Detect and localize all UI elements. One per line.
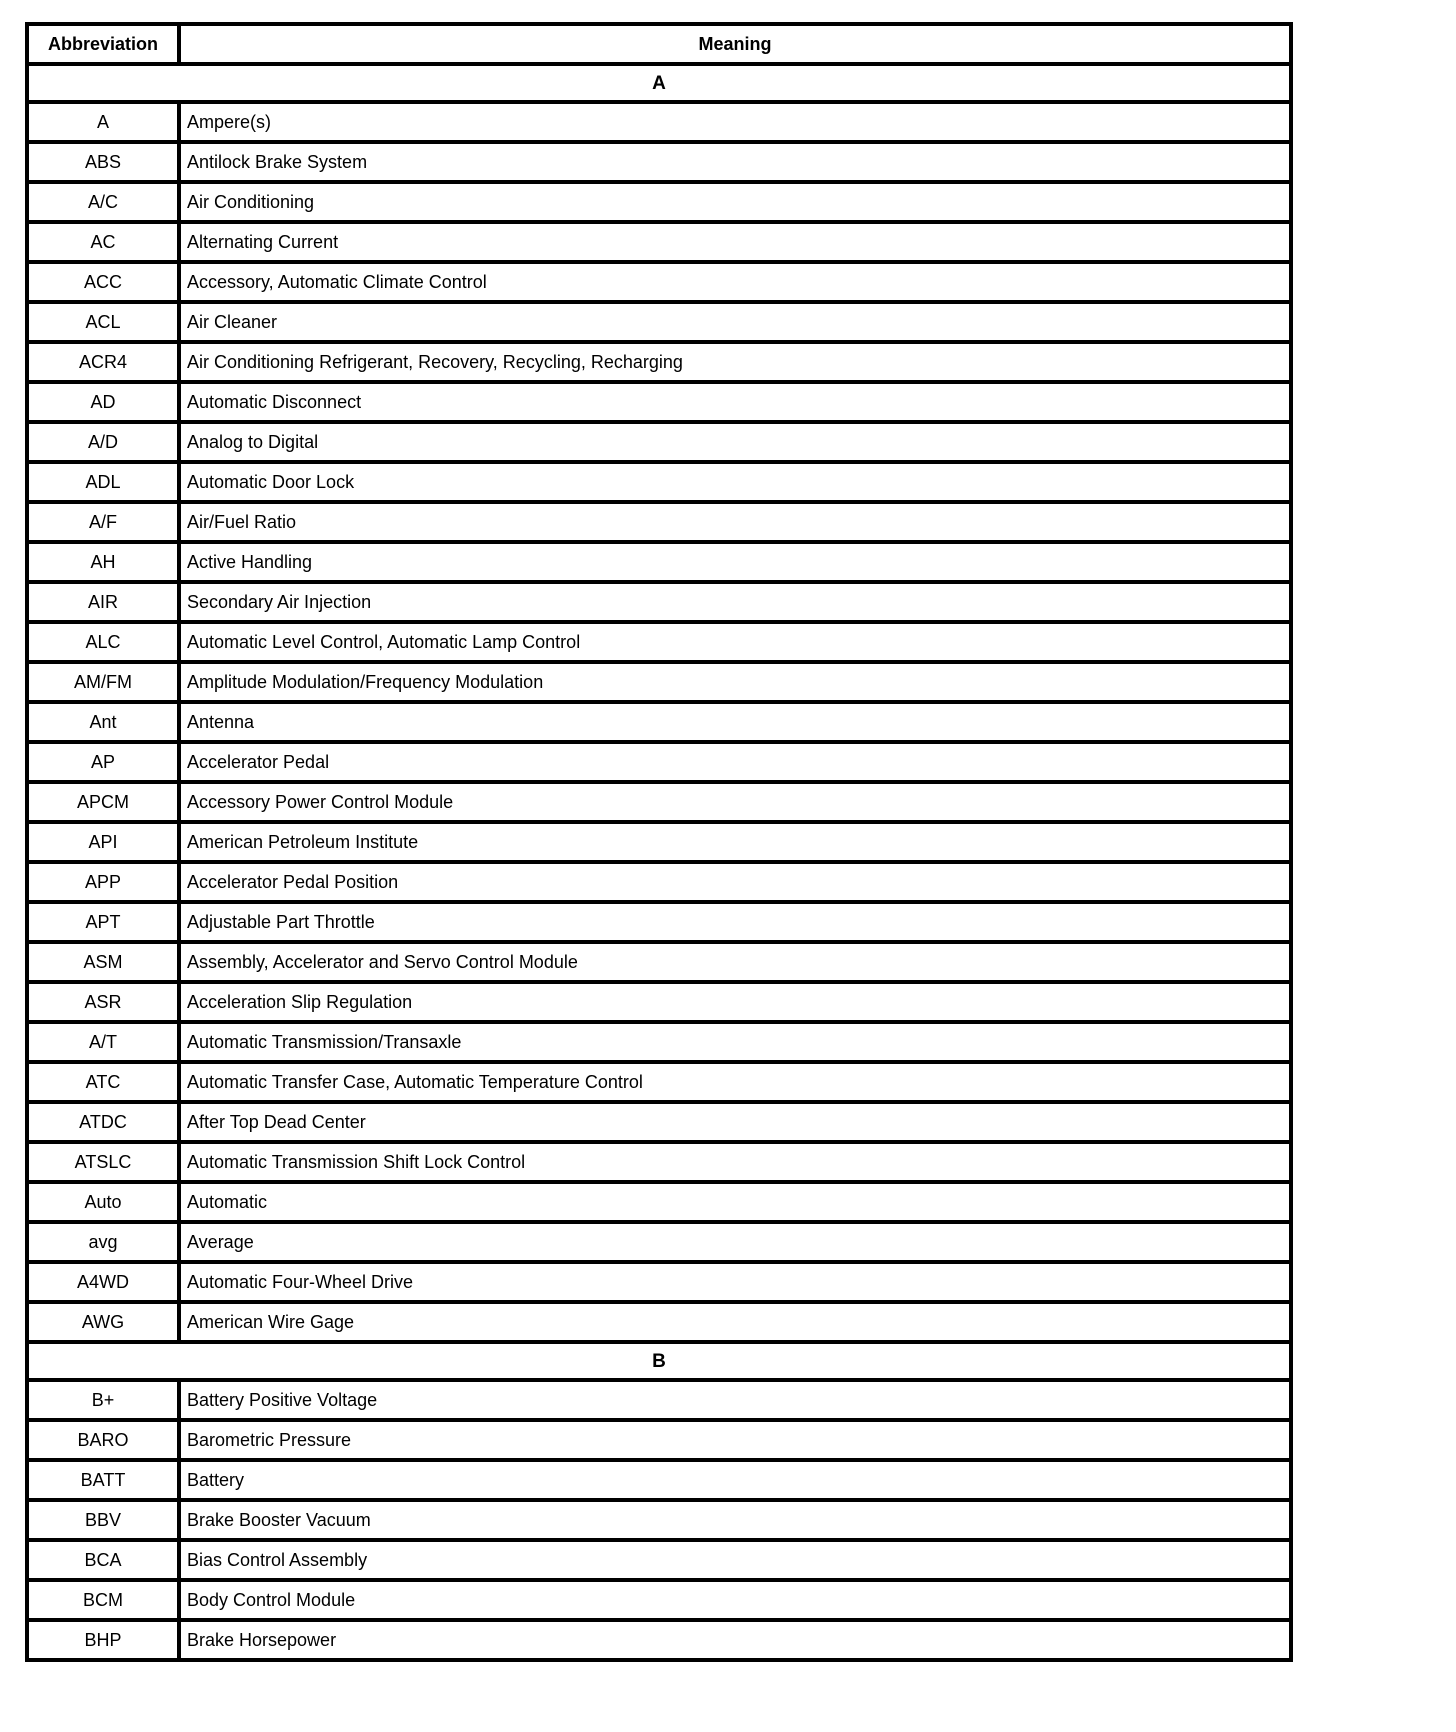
table-row [27, 902, 1291, 942]
abbreviation-cell: AH [27, 542, 179, 582]
meaning-cell: Air Cleaner [179, 302, 1291, 342]
abbreviation-cell: ADL [27, 462, 179, 502]
abbreviation-cell: AIR [27, 582, 179, 622]
abbreviation-cell: AC [27, 222, 179, 262]
meaning-cell: Accessory, Automatic Climate Control [179, 262, 1291, 302]
meaning-cell: Accessory Power Control Module [179, 782, 1291, 822]
abbreviation-cell: Auto [27, 1182, 179, 1222]
abbreviation-cell: AD [27, 382, 179, 422]
table-row [27, 862, 1291, 902]
meaning-cell: Brake Horsepower [179, 1620, 1291, 1660]
abbreviation-table [25, 22, 1293, 1662]
table-body [27, 64, 1291, 1660]
meaning-cell: Automatic [179, 1182, 1291, 1222]
table-row [27, 1262, 1291, 1302]
meaning-cell: American Wire Gage [179, 1302, 1291, 1342]
abbreviation-cell: ACC [27, 262, 179, 302]
table-header-row [27, 24, 1291, 64]
abbreviation-cell: ATDC [27, 1102, 179, 1142]
abbreviation-cell: BBV [27, 1500, 179, 1540]
column-header-meaning: Meaning [179, 24, 1291, 64]
meaning-cell: Automatic Disconnect [179, 382, 1291, 422]
meaning-cell: Accelerator Pedal Position [179, 862, 1291, 902]
table-row [27, 1500, 1291, 1540]
table-row [27, 1142, 1291, 1182]
abbreviation-cell: ACL [27, 302, 179, 342]
abbreviation-cell: Ant [27, 702, 179, 742]
table-row [27, 662, 1291, 702]
table-row [27, 1102, 1291, 1142]
section-letter: A [27, 64, 1291, 102]
table-row [27, 542, 1291, 582]
section-header-row [27, 64, 1291, 102]
abbreviation-cell: APT [27, 902, 179, 942]
meaning-cell: Automatic Level Control, Automatic Lamp Control [179, 622, 1291, 662]
table-row [27, 382, 1291, 422]
table-row [27, 102, 1291, 142]
abbreviation-cell: BCM [27, 1580, 179, 1620]
table-row [27, 1182, 1291, 1222]
meaning-cell: Automatic Four-Wheel Drive [179, 1262, 1291, 1302]
abbreviation-cell: ACR4 [27, 342, 179, 382]
table-row [27, 1302, 1291, 1342]
table-row [27, 1380, 1291, 1420]
abbreviation-cell: avg [27, 1222, 179, 1262]
abbreviation-cell: B+ [27, 1380, 179, 1420]
table-row [27, 142, 1291, 182]
abbreviation-cell: A/T [27, 1022, 179, 1062]
meaning-cell: Air/Fuel Ratio [179, 502, 1291, 542]
table-row [27, 502, 1291, 542]
meaning-cell: Automatic Transmission/Transaxle [179, 1022, 1291, 1062]
meaning-cell: Assembly, Accelerator and Servo Control Module [179, 942, 1291, 982]
meaning-cell: Air Conditioning Refrigerant, Recovery, Recycling, Recharging [179, 342, 1291, 382]
meaning-cell: Body Control Module [179, 1580, 1291, 1620]
abbreviation-cell: ATC [27, 1062, 179, 1102]
table-row [27, 262, 1291, 302]
abbreviation-cell: A/D [27, 422, 179, 462]
meaning-cell: Adjustable Part Throttle [179, 902, 1291, 942]
abbreviation-cell: BARO [27, 1420, 179, 1460]
abbreviation-cell: BATT [27, 1460, 179, 1500]
table-row [27, 942, 1291, 982]
table-row [27, 1580, 1291, 1620]
table-row [27, 622, 1291, 662]
table-row [27, 302, 1291, 342]
table-row [27, 982, 1291, 1022]
table-row [27, 222, 1291, 262]
meaning-cell: Alternating Current [179, 222, 1291, 262]
abbreviation-cell: AP [27, 742, 179, 782]
meaning-cell: Ampere(s) [179, 102, 1291, 142]
abbreviation-cell: APCM [27, 782, 179, 822]
table-row [27, 742, 1291, 782]
meaning-cell: American Petroleum Institute [179, 822, 1291, 862]
meaning-cell: Automatic Transmission Shift Lock Control [179, 1142, 1291, 1182]
meaning-cell: Bias Control Assembly [179, 1540, 1291, 1580]
abbreviation-cell: AWG [27, 1302, 179, 1342]
meaning-cell: Brake Booster Vacuum [179, 1500, 1291, 1540]
meaning-cell: Accelerator Pedal [179, 742, 1291, 782]
meaning-cell: Acceleration Slip Regulation [179, 982, 1291, 1022]
abbreviation-cell: ASR [27, 982, 179, 1022]
table-row [27, 182, 1291, 222]
abbreviation-cell: A/F [27, 502, 179, 542]
abbreviation-cell: ATSLC [27, 1142, 179, 1182]
meaning-cell: Active Handling [179, 542, 1291, 582]
table-row [27, 342, 1291, 382]
meaning-cell: Battery [179, 1460, 1291, 1500]
abbreviation-cell: BHP [27, 1620, 179, 1660]
section-header-row [27, 1342, 1291, 1380]
meaning-cell: Automatic Door Lock [179, 462, 1291, 502]
table-row [27, 1420, 1291, 1460]
table-row [27, 822, 1291, 862]
meaning-cell: Average [179, 1222, 1291, 1262]
meaning-cell: Barometric Pressure [179, 1420, 1291, 1460]
table-row [27, 1062, 1291, 1102]
meaning-cell: Antenna [179, 702, 1291, 742]
meaning-cell: Analog to Digital [179, 422, 1291, 462]
table-row [27, 422, 1291, 462]
table-row [27, 1540, 1291, 1580]
table-row [27, 1620, 1291, 1660]
table-row [27, 782, 1291, 822]
section-letter: B [27, 1342, 1291, 1380]
meaning-cell: Secondary Air Injection [179, 582, 1291, 622]
table-row [27, 702, 1291, 742]
abbreviation-cell: ALC [27, 622, 179, 662]
abbreviation-cell: ABS [27, 142, 179, 182]
abbreviation-cell: A4WD [27, 1262, 179, 1302]
column-header-abbreviation: Abbreviation [27, 24, 179, 64]
table-row [27, 1460, 1291, 1500]
meaning-cell: Amplitude Modulation/Frequency Modulation [179, 662, 1291, 702]
table-row [27, 462, 1291, 502]
meaning-cell: Automatic Transfer Case, Automatic Temperature Control [179, 1062, 1291, 1102]
table-row [27, 1222, 1291, 1262]
abbreviation-cell: ASM [27, 942, 179, 982]
abbreviation-cell: A/C [27, 182, 179, 222]
meaning-cell: Battery Positive Voltage [179, 1380, 1291, 1420]
table-row [27, 1022, 1291, 1062]
meaning-cell: After Top Dead Center [179, 1102, 1291, 1142]
table-row [27, 582, 1291, 622]
abbreviation-cell: API [27, 822, 179, 862]
abbreviation-cell: APP [27, 862, 179, 902]
abbreviation-cell: BCA [27, 1540, 179, 1580]
meaning-cell: Air Conditioning [179, 182, 1291, 222]
abbreviation-cell: A [27, 102, 179, 142]
meaning-cell: Antilock Brake System [179, 142, 1291, 182]
abbreviation-cell: AM/FM [27, 662, 179, 702]
